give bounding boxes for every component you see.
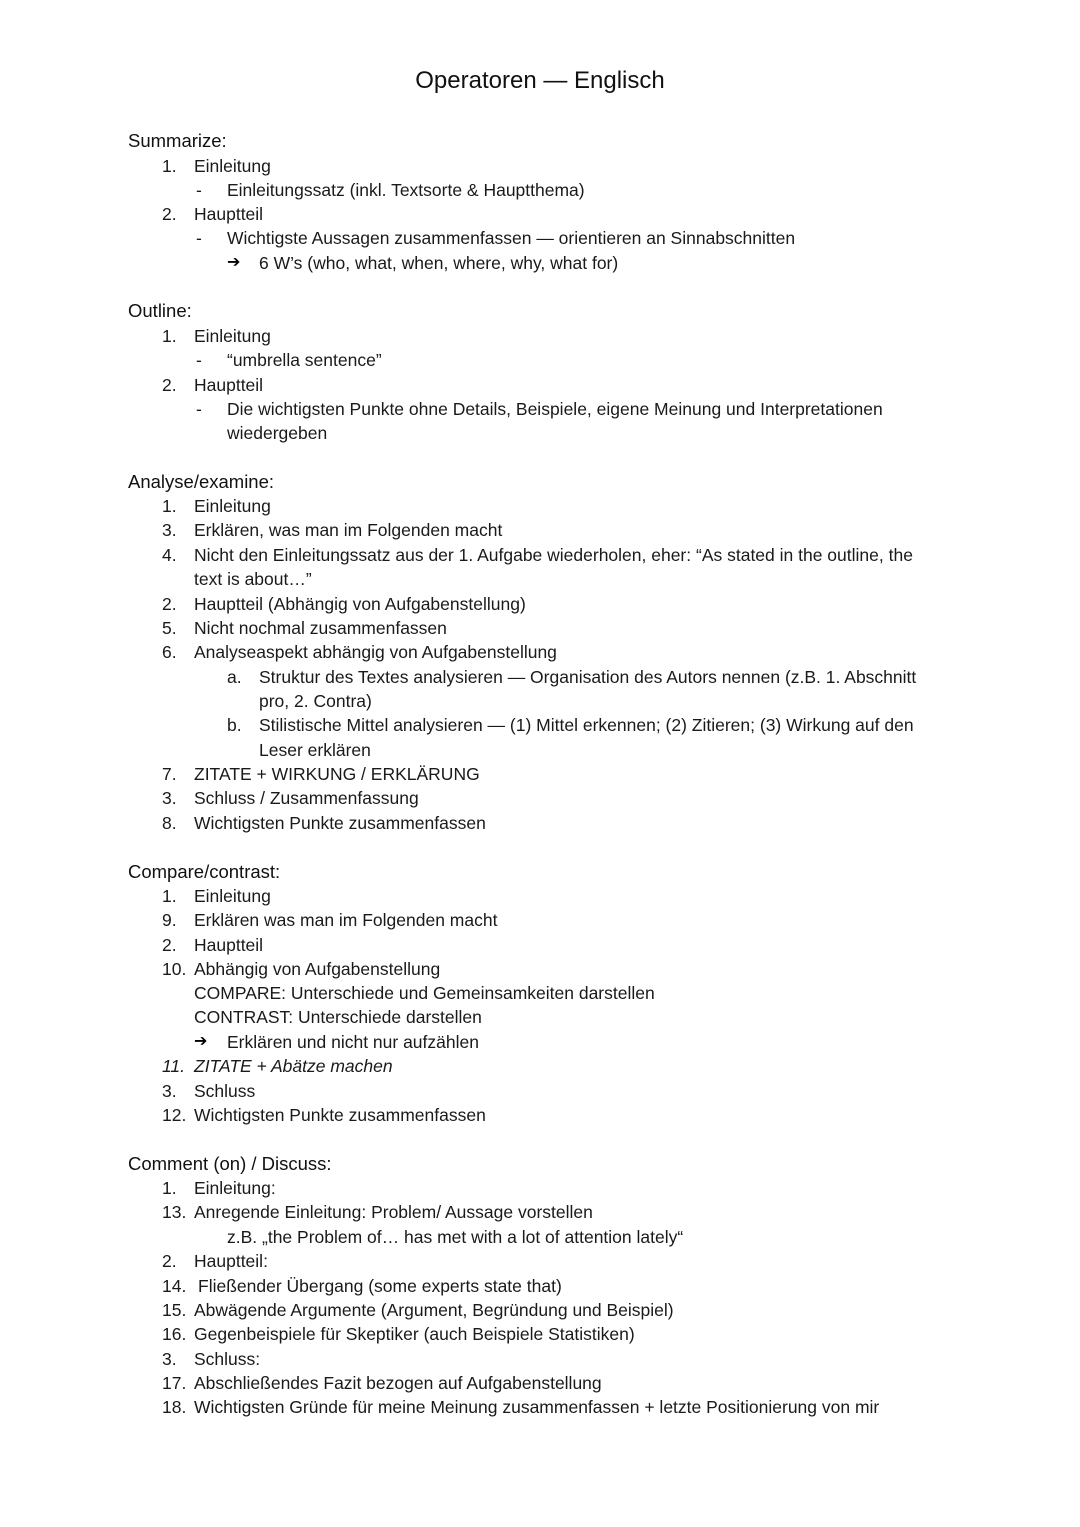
list-item: Wichtigsten Punkte zusammenfassen xyxy=(194,1105,486,1125)
list-item: Erklären und nicht nur aufzählen xyxy=(227,1032,479,1052)
list-item: ZITATE + Abätze machen xyxy=(194,1056,393,1076)
list-item: “umbrella sentence” xyxy=(227,350,382,370)
list-item: Abschließendes Fazit bezogen auf Aufgabenstellung xyxy=(194,1373,602,1393)
list-item: Analyseaspekt abhängig von Aufgabenstellung xyxy=(194,642,557,662)
list-number: 9. xyxy=(162,910,177,930)
list-number: 7. xyxy=(162,764,177,784)
list-number: 1. xyxy=(162,326,177,346)
list-number: 15. xyxy=(162,1300,187,1320)
list-item: ZITATE + WIRKUNG / ERKLÄRUNG xyxy=(194,764,480,784)
list-number: 6. xyxy=(162,642,177,662)
list-item: CONTRAST: Unterschiede darstellen xyxy=(194,1007,482,1027)
list-item: Wichtigsten Gründe für meine Meinung zusammenfassen + letzte Positionierung von mir xyxy=(194,1397,880,1417)
list-number: 1. xyxy=(162,156,177,176)
list-item: text is about…” xyxy=(194,569,312,589)
arrow-icon: ➔ xyxy=(227,254,241,271)
section-heading: Summarize: xyxy=(128,130,227,151)
section-heading: Compare/contrast: xyxy=(128,861,281,882)
list-item: Einleitung xyxy=(194,886,271,906)
list-item: Wichtigste Aussagen zusammenfassen — orientieren an Sinnabschnitten xyxy=(227,228,796,248)
list-item: wiedergeben xyxy=(227,423,328,443)
page-title: Operatoren — Englisch xyxy=(415,67,665,94)
list-number: 1. xyxy=(162,1178,177,1198)
list-number: 3. xyxy=(162,520,177,540)
list-number: 2. xyxy=(162,935,177,955)
list-number: 4. xyxy=(162,545,177,565)
list-number: 2. xyxy=(162,375,177,395)
list-item: Hauptteil: xyxy=(194,1251,268,1271)
list-item: Abwägende Argumente (Argument, Begründung und Beispiel) xyxy=(194,1300,674,1320)
list-number: 16. xyxy=(162,1324,187,1344)
list-number: 3. xyxy=(162,788,177,808)
dash-bullet: - xyxy=(196,350,202,370)
list-item: Erklären, was man im Folgenden macht xyxy=(194,520,503,540)
list-number: 18. xyxy=(162,1397,187,1417)
list-item: Schluss xyxy=(194,1081,256,1101)
list-item: Einleitung xyxy=(194,326,271,346)
list-number: 17. xyxy=(162,1373,187,1393)
list-number: 14. xyxy=(162,1276,187,1296)
list-item: Einleitung xyxy=(194,496,271,516)
list-item: Hauptteil (Abhängig von Aufgabenstellung) xyxy=(194,594,526,614)
list-item: Schluss / Zusammenfassung xyxy=(194,788,419,808)
list-number: 11. xyxy=(162,1056,186,1076)
list-item: Leser erklären xyxy=(259,740,371,760)
dash-bullet: - xyxy=(196,399,202,419)
list-item: 6 W’s (who, what, when, where, why, what for) xyxy=(259,253,619,273)
list-letter: a. xyxy=(227,667,242,687)
list-number: 10. xyxy=(162,959,187,979)
list-item: COMPARE: Unterschiede und Gemeinsamkeiten darstellen xyxy=(194,983,655,1003)
list-item: Hauptteil xyxy=(194,375,264,395)
list-number: 3. xyxy=(162,1081,177,1101)
section-heading: Analyse/examine: xyxy=(128,471,275,492)
dash-bullet: - xyxy=(196,228,202,248)
list-number: 2. xyxy=(162,204,177,224)
section-heading: Outline: xyxy=(128,300,192,321)
list-item: Die wichtigsten Punkte ohne Details, Beispiele, eigene Meinung und Interpretationen xyxy=(227,399,883,419)
list-item: Hauptteil xyxy=(194,935,264,955)
list-item: Hauptteil xyxy=(194,204,264,224)
list-number: 2. xyxy=(162,594,177,614)
list-item: Nicht nochmal zusammenfassen xyxy=(194,618,447,638)
list-letter: b. xyxy=(227,715,242,735)
list-item: Anregende Einleitung: Problem/ Aussage vorstellen xyxy=(194,1202,593,1222)
dash-bullet: - xyxy=(196,180,202,200)
list-number: 1. xyxy=(162,886,177,906)
list-item: Einleitung: xyxy=(194,1178,276,1198)
list-number: 8. xyxy=(162,813,177,833)
list-item: Einleitung xyxy=(194,156,271,176)
list-item: Nicht den Einleitungssatz aus der 1. Aufgabe wiederholen, eher: “As stated in the outline, the xyxy=(194,545,913,565)
list-item: Einleitungssatz (inkl. Textsorte & Hauptthema) xyxy=(227,180,585,200)
list-item: Abhängig von Aufgabenstellung xyxy=(194,959,441,979)
list-number: 3. xyxy=(162,1349,177,1369)
list-item: Stilistische Mittel analysieren — (1) Mittel erkennen; (2) Zitieren; (3) Wirkung auf den xyxy=(259,715,914,735)
list-number: 13. xyxy=(162,1202,187,1222)
list-number: 5. xyxy=(162,618,177,638)
list-item: Erklären was man im Folgenden macht xyxy=(194,910,498,930)
list-number: 2. xyxy=(162,1251,177,1271)
list-item: z.B. „the Problem of… has met with a lot of attention lately“ xyxy=(227,1227,684,1247)
list-number: 12. xyxy=(162,1105,187,1125)
arrow-icon: ➔ xyxy=(194,1033,208,1050)
list-item: Fließender Übergang (some experts state that) xyxy=(198,1276,562,1296)
section-heading: Comment (on) / Discuss: xyxy=(128,1153,332,1174)
list-number: 1. xyxy=(162,496,177,516)
list-item: Gegenbeispiele für Skeptiker (auch Beispiele Statistiken) xyxy=(194,1324,635,1344)
list-item: Schluss: xyxy=(194,1349,261,1369)
list-item: Struktur des Textes analysieren — Organisation des Autors nennen (z.B. 1. Abschnitt xyxy=(259,667,917,687)
list-item: pro, 2. Contra) xyxy=(259,691,372,711)
list-item: Wichtigsten Punkte zusammenfassen xyxy=(194,813,486,833)
